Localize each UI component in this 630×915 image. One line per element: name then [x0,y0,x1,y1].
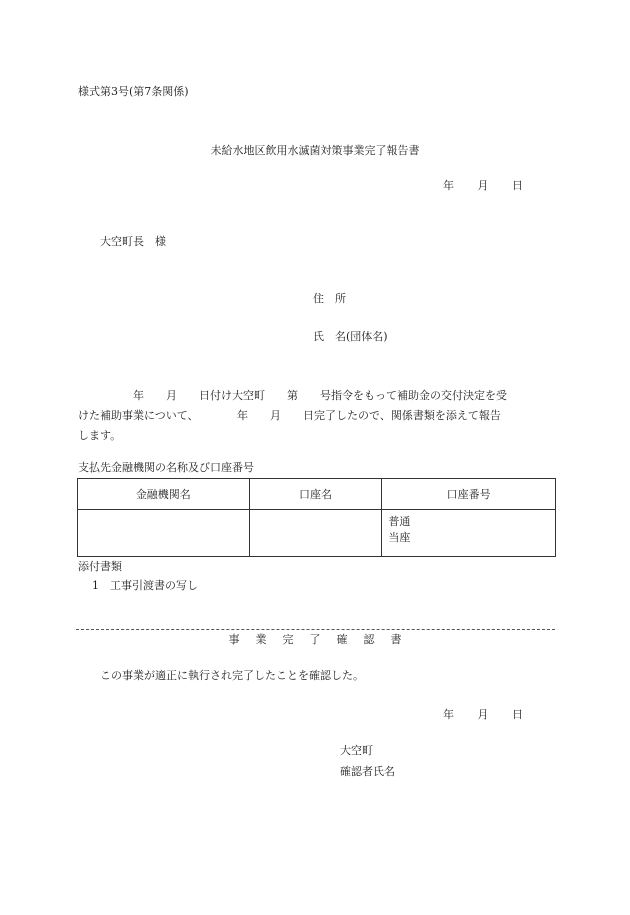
confirmation-date [443,709,523,720]
confirmer-name-label: 確認者氏名 [340,765,395,778]
account-type-current: 当座 [388,531,411,544]
bank-name-cell [78,510,250,557]
report-body-line-1: 年 月 日付け大空町 第 号指令をもって補助金の交付決定を受 [78,389,507,402]
report-date [443,180,523,191]
confirmation-title: 事業完了確認書 [228,633,418,646]
address-label: 住 所 [313,292,346,305]
report-date-year: 年 [443,179,454,192]
attachments-heading: 添付書類 [78,560,122,573]
report-body-line-2: けた補助事業について、 年 月 日完了したので、関係書類を添えて報告 [78,409,501,422]
form-number: 様式第3号(第7条関係) [78,85,189,98]
account-name-cell [249,510,382,557]
account-number-cell [382,510,556,557]
report-body-line-3: します。 [78,429,122,442]
confirmation-date-day: 日 [512,708,523,721]
report-date-day: 日 [512,179,523,192]
bank-name-header: 金融機関名 [78,479,250,510]
bank-table [77,478,556,557]
bank-table-header-row [78,479,556,510]
account-number-header: 口座番号 [382,479,556,510]
account-name-header: 口座名 [249,479,382,510]
report-date-month: 月 [477,179,489,192]
name-label: 氏 名(団体名) [313,330,388,343]
report-body [78,386,562,446]
document-title: 未給水地区飲用水滅菌対策事業完了報告書 [210,144,420,157]
account-type-ordinary: 普通 [388,515,411,528]
confirmation-text: この事業が適正に執行され完了したことを確認した。 [100,669,364,682]
confirmation-date-year: 年 [443,708,454,721]
confirming-town: 大空町 [340,744,373,757]
section-divider [76,629,555,630]
account-type-options [382,510,555,546]
bank-heading: 支払先金融機関の名称及び口座番号 [78,461,254,474]
attachment-item: 1 工事引渡書の写し [92,579,198,592]
confirmation-date-month: 月 [477,708,489,721]
bank-table-row [78,510,556,557]
addressee: 大空町長 様 [100,235,166,248]
